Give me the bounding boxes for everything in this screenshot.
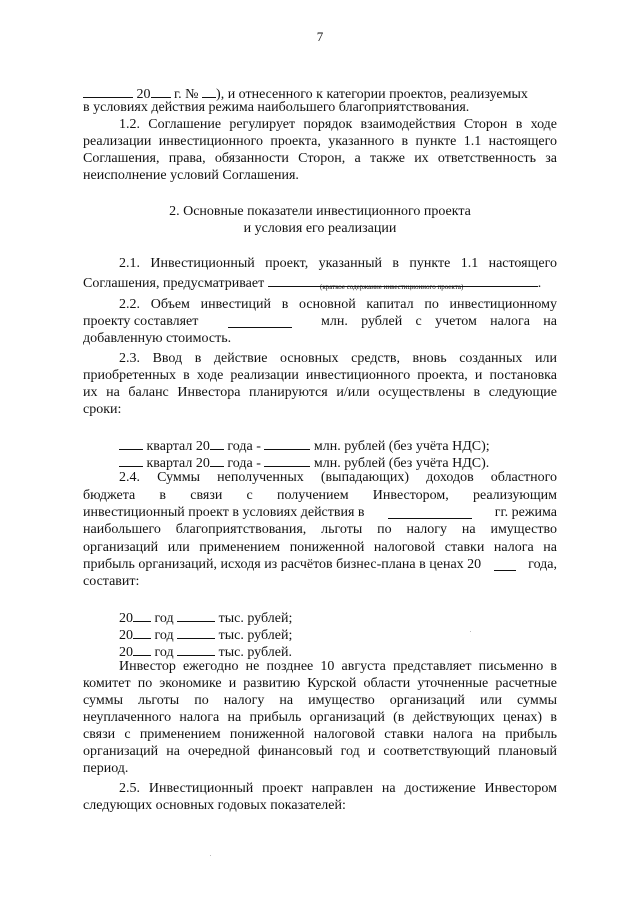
paragraph-2-4-line-3 — [83, 505, 557, 521]
blank-field — [494, 557, 516, 571]
intro-text: ), и отнесенного к категории проектов, реализуемых — [216, 87, 528, 102]
blank-field — [151, 84, 171, 98]
intro-year: 20 — [136, 87, 151, 102]
blank-field — [177, 608, 215, 622]
paragraph-1-2-line: реализации инвестиционного проекта, указанного в пункте 1.1 настоящего — [83, 134, 557, 149]
section-2-title: 2. Основные показатели инвестиционного проекта — [169, 204, 471, 219]
paragraph-2-4-line: организаций или применением пониженной налоговой ставки налога на — [83, 540, 557, 555]
year-label: год — [154, 645, 174, 660]
paragraph-2-4-line-6 — [83, 557, 557, 573]
paragraph-2-4-text: гг. режима — [494, 505, 557, 520]
quarter-label: квартал 20 — [146, 439, 210, 454]
amount-label: млн. рублей (без учёта НДС). — [313, 456, 490, 471]
paragraph-2-3-line: их на баланс Инвестора планируются и/или осуществлены в следующие — [83, 385, 557, 400]
investor-paragraph-line: суммы льготы по налогу на имущество организаций или суммы — [83, 693, 557, 708]
blank-field — [177, 642, 215, 656]
investor-paragraph-line: организаций на очередной финансовый год и соответствующий плановый — [83, 744, 557, 759]
paragraph-2-4-line: 2.4. Суммы неполученных (выпадающих) доходов областного — [119, 470, 557, 485]
intro-line-2: в условиях действия режима наибольшего благоприятствования. — [83, 100, 470, 115]
paragraph-2-2-text: млн. рублей с учетом налога на — [320, 314, 557, 329]
paragraph-2-2-line-2 — [83, 314, 557, 330]
section-2-subtitle: и условия его реализации — [243, 221, 397, 236]
blank-field — [210, 453, 224, 467]
blank-field — [83, 84, 133, 98]
paragraph-2-5-line: 2.5. Инвестиционный проект направлен на достижение Инвестором — [119, 781, 557, 796]
investor-paragraph-line: комитет по экономике и развитию Курской области уточненные расчетные — [83, 676, 557, 691]
blank-field — [264, 436, 310, 450]
blank-field — [202, 84, 216, 98]
paragraph-2-2-line: 2.2. Объем инвестиций в основной капитал по инвестиционному — [119, 297, 557, 312]
blank-field — [133, 625, 151, 639]
year-label: года - — [227, 456, 261, 471]
paragraph-2-3-line: сроки: — [83, 402, 122, 417]
quarter-label: квартал 20 — [146, 456, 210, 471]
paragraph-2-4-line: составит: — [83, 574, 140, 589]
paragraph-2-4-text: инвестиционный проект в условиях действия в — [83, 505, 365, 520]
year-prefix: 20 — [119, 611, 133, 626]
year-prefix: 20 — [119, 645, 133, 660]
paragraph-1-2-line: неисполнение условий Соглашения. — [83, 168, 299, 183]
paragraph-2-1-line: 2.1. Инвестиционный проект, указанный в пункте 1.1 настоящего — [119, 256, 557, 271]
blank-field — [133, 608, 151, 622]
paragraph-2-5-line: следующих основных годовых показателей: — [83, 798, 346, 813]
investor-paragraph-line: связи с применением пониженной налоговой ставки налога на прибыль — [83, 727, 557, 742]
paragraph-2-2-line: добавленную стоимость. — [83, 331, 232, 346]
blank-field — [228, 314, 292, 328]
scan-speck — [210, 855, 211, 856]
paragraph-2-4-line: наибольшего благоприятствования, льготы по налогу на имущество — [83, 522, 557, 537]
investor-paragraph-line: период. — [83, 761, 129, 776]
paragraph-2-1-line-2: Соглашения, предусматривает . — [83, 273, 541, 292]
paragraph-2-4-text: прибыль организаций, исходя из расчётов бизнес-плана в ценах 20 — [83, 557, 482, 572]
field-caption: (краткое содержание инвестиционного проекта) — [320, 283, 464, 291]
scan-speck — [470, 631, 471, 632]
blank-field — [119, 453, 143, 467]
intro-number-label: г. № — [174, 87, 199, 102]
amount-label: тыс. рублей; — [218, 628, 293, 643]
blank-field — [119, 436, 143, 450]
amount-label: млн. рублей (без учёта НДС); — [313, 439, 490, 454]
paragraph-2-1-text: Соглашения, предусматривает — [83, 276, 265, 291]
year-label: год — [154, 611, 174, 626]
blank-field — [210, 436, 224, 450]
year-label: год — [154, 628, 174, 643]
amount-label: тыс. рублей. — [218, 645, 292, 660]
investor-paragraph-line: Инвестор ежегодно не позднее 10 августа представляет письменно в — [119, 659, 557, 674]
page-number: 7 — [316, 29, 324, 44]
blank-field — [133, 642, 151, 656]
blank-field — [388, 505, 472, 519]
year-label: года - — [227, 439, 261, 454]
investor-paragraph-line: неуплаченного налога на прибыль организаций (в действующих ценах) в — [83, 710, 557, 725]
paragraph-1-2-line: 1.2. Соглашение регулирует порядок взаимодействия Сторон в ходе — [119, 117, 557, 132]
paragraph-1-2-line: Соглашения, права, обязанности Сторон, а также их ответственность за — [83, 151, 557, 166]
paragraph-2-4-line: бюджета в связи с получением Инвестором, реализующим — [83, 488, 557, 503]
paragraph-2-2-text: проекту составляет — [83, 314, 199, 329]
paragraph-2-4-text: года, — [528, 557, 557, 572]
blank-field — [177, 625, 215, 639]
paragraph-2-3-line: 2.3. Ввод в действие основных средств, вновь созданных или — [119, 351, 557, 366]
blank-field — [264, 453, 310, 467]
paragraph-2-3-line: приобретенных в ходе реализации инвестиционного проекта, и постановка — [83, 368, 557, 383]
amount-label: тыс. рублей; — [218, 611, 293, 626]
year-prefix: 20 — [119, 628, 133, 643]
